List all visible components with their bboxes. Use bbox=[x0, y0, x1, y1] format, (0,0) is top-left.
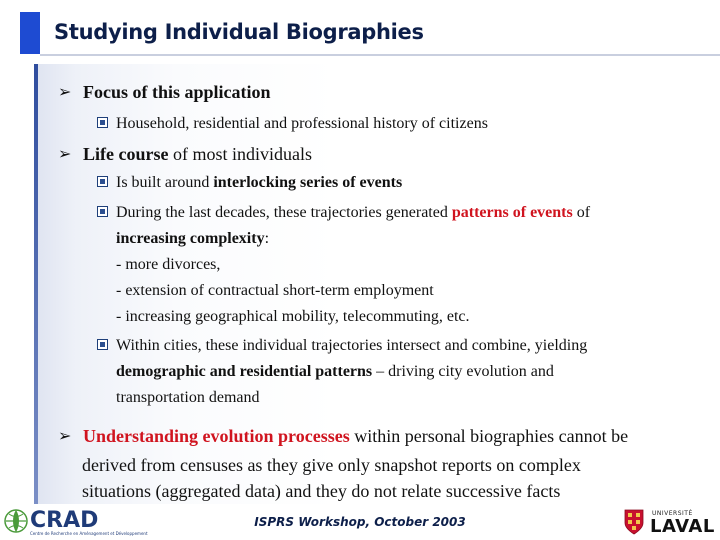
square-bullet-icon bbox=[97, 339, 108, 350]
bullet-continuation: situations (aggregated data) and they do not relate successive facts bbox=[82, 481, 561, 501]
sub-bullet-continuation: - increasing geographical mobility, telecommuting, etc. bbox=[116, 308, 470, 325]
sub-bullet-text: – driving city evolution and bbox=[372, 363, 554, 380]
sub-bullet-continuation: transportation demand bbox=[116, 389, 260, 406]
sub-bullet-continuation bbox=[116, 362, 554, 382]
laval-logo-small: UNIVERSITÉ bbox=[652, 510, 693, 517]
crad-logo-subtitle: Centre de Recherche en Aménagement et Développement bbox=[30, 531, 148, 536]
sub-bullet-continuation bbox=[116, 229, 269, 249]
sub-bullet-text: Is built around bbox=[116, 174, 214, 191]
sub-bullet-text: Within cities, these individual trajectories intersect and combine, yielding bbox=[116, 337, 588, 354]
laval-logo-text: LAVAL bbox=[650, 516, 715, 537]
highlight-text: patterns of events bbox=[451, 204, 573, 221]
bullet-text: of most individuals bbox=[168, 144, 312, 164]
bold-text: Life course bbox=[83, 144, 169, 164]
laval-shield-icon bbox=[624, 509, 644, 535]
highlight-text: Understanding evolution processes bbox=[83, 426, 350, 446]
bullet-text: Focus of this application bbox=[83, 82, 271, 102]
square-bullet-icon bbox=[97, 117, 108, 128]
crad-logo-text: CRAD bbox=[30, 508, 99, 533]
bold-text: interlocking series of events bbox=[213, 174, 403, 191]
bullet-continuation: derived from censuses as they give only snapshot reports on complex bbox=[82, 455, 581, 475]
arrow-bullet-icon: ➢ bbox=[58, 144, 72, 163]
sub-bullet-text: Household, residential and professional history of citizens bbox=[116, 115, 488, 132]
slide-title: Studying Individual Biographies bbox=[54, 20, 424, 44]
sub-bullet-continuation: - extension of contractual short-term employment bbox=[116, 282, 434, 299]
title-divider bbox=[40, 54, 720, 56]
bold-text: demographic and residential patterns bbox=[116, 363, 373, 380]
sub-bullet-continuation: - more divorces, bbox=[116, 256, 221, 273]
title-accent-bar bbox=[20, 12, 40, 54]
square-bullet-icon bbox=[97, 176, 108, 187]
bullet-text: within personal biographies cannot be bbox=[349, 426, 629, 446]
sub-bullet-text: During the last decades, these trajectories generated bbox=[116, 204, 452, 221]
sub-bullet-text: of bbox=[572, 204, 591, 221]
arrow-bullet-icon: ➢ bbox=[58, 82, 72, 101]
footer-text: ISPRS Workshop, October 2003 bbox=[254, 515, 466, 529]
arrow-bullet-icon: ➢ bbox=[58, 426, 72, 445]
bold-text: increasing complexity bbox=[116, 230, 265, 247]
panel-edge bbox=[34, 64, 38, 504]
sub-bullet-text: : bbox=[264, 230, 270, 247]
square-bullet-icon bbox=[97, 206, 108, 217]
